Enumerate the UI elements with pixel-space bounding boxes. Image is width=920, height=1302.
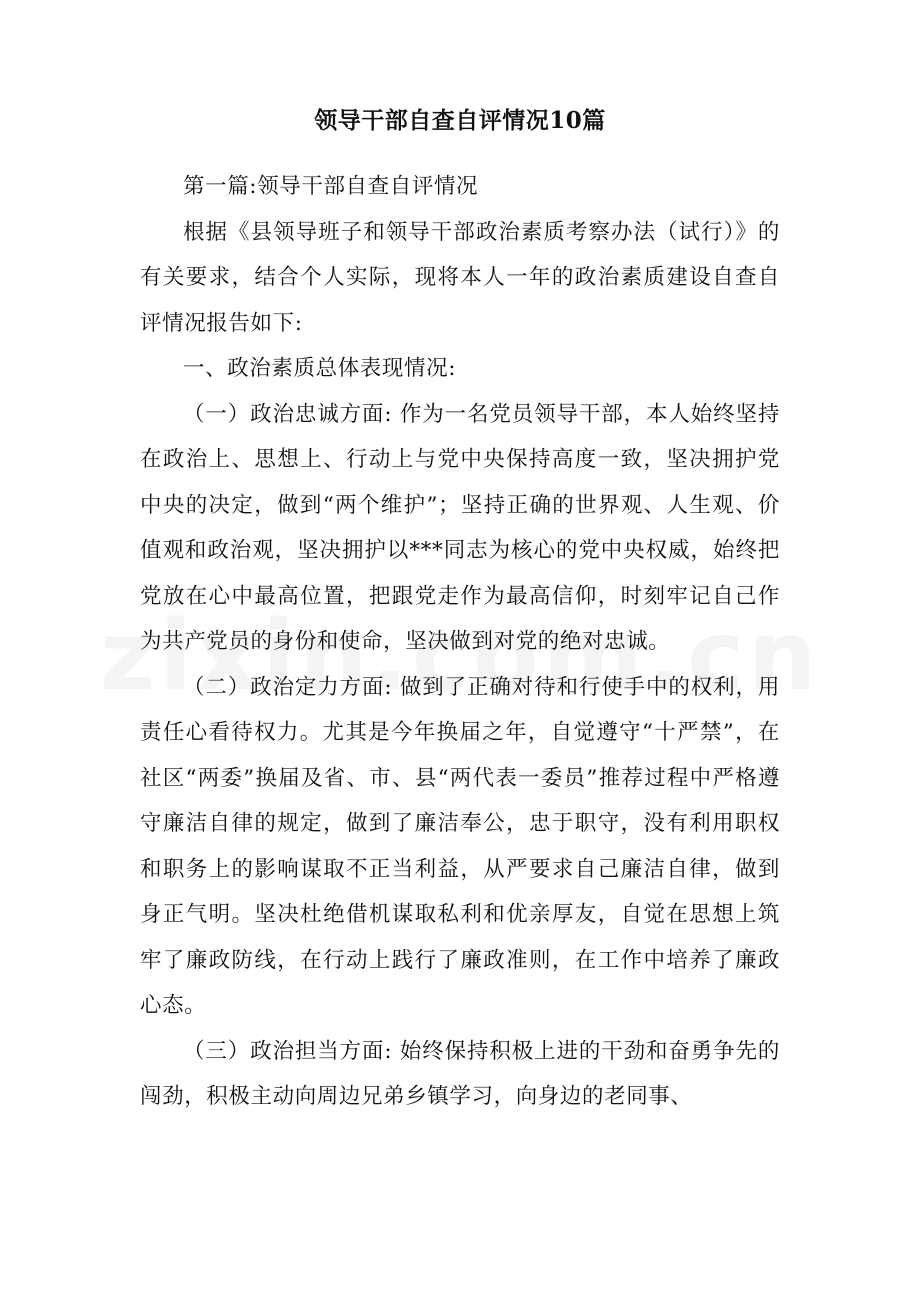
loyalty-paragraph: （一）政治忠诚方面: 作为一名党员领导干部，本人始终坚持在政治上、思想上、行动上与党中央保持高度一致，坚决拥护党中央的决定，做到“两个维护”；坚持正确的世界观、人生观、价值观和政治观，坚决拥护以***同志为核心的党中央权威，始终把党放在心中最高位置，把跟党走作为最高信仰，时刻牢记自己作为共产党员的身份和使命，坚决做到对党的绝对忠诚。: [140, 401, 780, 654]
responsibility-paragraph: （三）政治担当方面: 始终保持积极上进的干劲和奋勇争先的闯劲，积极主动向周边兄弟乡镇学习，向身边的老同事、: [140, 1038, 780, 1109]
intro-paragraph: 根据《县领导班子和领导干部政治素质考察办法（试行）》的有关要求，结合个人实际，现将本人一年的政治素质建设自查自评情况报告如下:: [140, 219, 780, 336]
document-title: 领导干部自查自评情况10篇: [314, 107, 606, 134]
steadfastness-paragraph: （二）政治定力方面: 做到了正确对待和行使手中的权利，用责任心看待权力。尤其是今年换届之年，自觉遵守“十严禁”，在社区“两委”换届及省、市、县“两代表一委员”推荐过程中严格遵守廉洁自律的规定，做到了廉洁奉公，忠于职守，没有利用职权和职务上的影响谋取不正当利益，从严要求自己廉洁自律，做到身正气明。坚决杜绝借机谋取私利和优亲厚友，自觉在思想上筑牢了廉政防线，在行动上践行了廉政准则，在工作中培养了廉政心态。: [140, 674, 780, 1018]
part-heading: 一、政治素质总体表现情况:: [183, 356, 457, 381]
section-heading: 第一篇:领导干部自查自评情况: [183, 174, 479, 199]
